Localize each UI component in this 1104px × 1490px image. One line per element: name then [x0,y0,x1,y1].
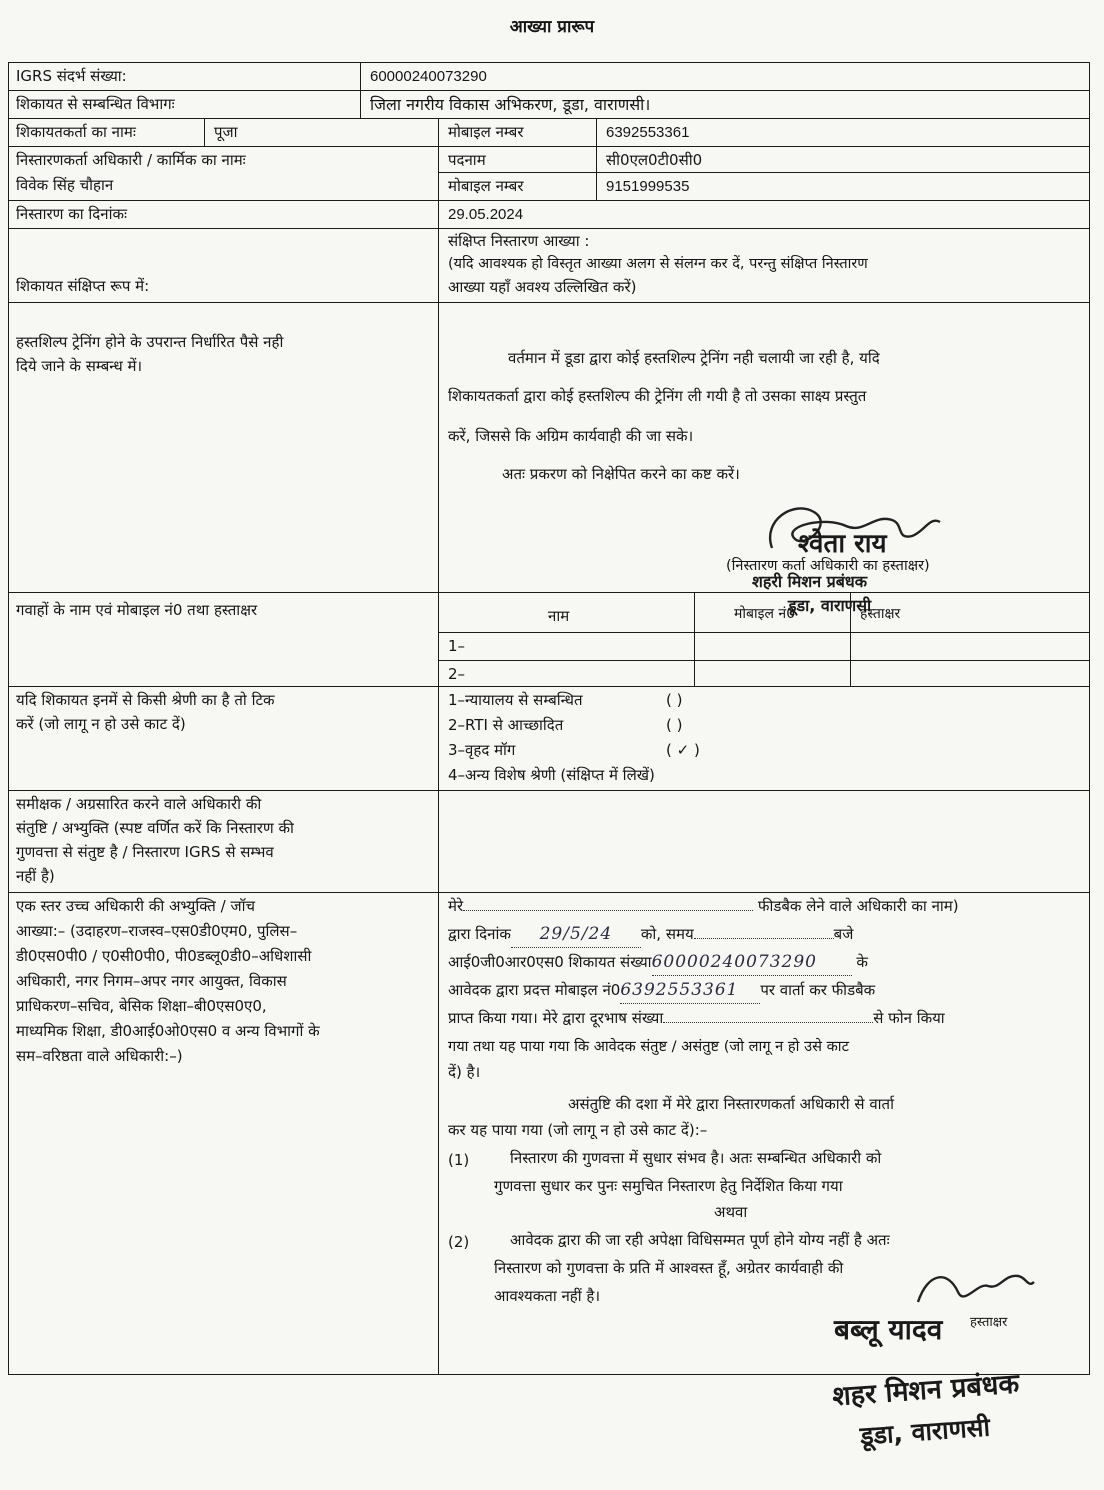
option-2-text-3: आवश्यकता नहीं है। [494,1287,601,1305]
category-option-court: 1–न्यायालय से सम्बन्धित [448,691,583,709]
reviewer-label: संतुष्टि / अभ्युक्ति (स्पष्ट वर्णित करें कि निस्तारण की [16,819,294,837]
report-text-line: वर्तमान में डूडा द्वारा कोई हस्तशिल्प ट्रेनिंग नही चलायी जा रही है, यदि [508,349,880,367]
category-label: यदि शिकायत इनमें से किसी श्रेणी का है तो टिक [16,691,275,709]
witness-row-2: 2– [448,665,466,683]
disposal-date-label: निस्तारण का दिनांकः [16,205,128,223]
disposal-date-value: 29.05.2024 [448,206,524,223]
complainant-label: शिकायतकर्ता का नामः [16,123,136,141]
senior-signature-caption: हस्ताक्षर [970,1315,1008,1330]
feedback-line-2: द्वारा दिनांक 29/5/24 को, समय बजे [448,922,853,948]
complaint-text-line: हस्तशिल्प ट्रेनिंग होने के उपरान्त निर्धारित पैसे नही [16,333,284,351]
rule [8,62,1090,63]
feedback-date-handwritten: 29/5/24 [539,924,613,944]
reviewer-label: गुणवत्ता से संतुष्ट है / निस्तारण IGRS से सम्भव [16,843,274,861]
officer-stamp-place: डूडा, वाराणसी [788,596,872,615]
designation-label: पदनाम [448,151,486,169]
feedback-line-1: मेरे फीडबैक लेने वाले अधिकारी का नाम) [448,897,959,915]
option-2-number: (2) [448,1233,470,1251]
form-title: आख्या प्रारूप [509,17,595,37]
officer-mobile: 9151999535 [606,178,690,195]
witness-label: गवाहों के नाम एवं मोबाइल नं0 तथा हस्ताक्षर [16,601,258,619]
officer-stamp-name: श्वेता राय [798,529,887,559]
option-1-number: (1) [448,1151,470,1169]
rule [8,90,1090,91]
feedback-line-9: कर यह पाया गया (जो लागू न हो उसे काट दें):– [448,1121,708,1139]
feedback-line-8: असंतुष्टि की दशा में मेरे द्वारा निस्तारणकर्ता अधिकारी से वार्ता [568,1095,894,1113]
rule [8,686,1090,687]
category-large-demand-tick: ( ✓ ) [666,741,700,759]
report-summary-heading: संक्षिप्त निस्तारण आख्या : [448,232,590,250]
officer-stamp-title: शहरी मिशन प्रबंधक [752,572,868,591]
rule [8,118,1090,119]
complainant-name: पूजा [214,123,238,141]
report-text-line: करें, जिससे कि अग्रिम कार्यवाही की जा सके। [448,427,694,445]
report-summary-note-2: आख्या यहाँ अवश्य उल्लिखित करें) [448,278,637,296]
report-form-table [8,62,1090,1376]
senior-label: एक स्तर उच्च अधिकारी की अभ्युक्ति / जॉच [16,897,255,915]
senior-stamp-title: शहर मिशन प्रबंधक [831,1368,1021,1413]
report-text-line: अतः प्रकरण को निक्षेपित करने का कष्ट करें। [502,465,740,483]
rule [8,592,1090,593]
designation-value: सी0एल0टी0सी0 [606,151,703,169]
category-option-other: 4–अन्य विशेष श्रेणी (संक्षिप्त में लिखें) [448,766,655,784]
rule [8,892,1090,893]
category-option-large-demand: 3–वृहद मॉग [448,741,516,759]
rule [438,172,1090,173]
feedback-line-4: आवेदक द्वारा प्रदत्त मोबाइल नं06392553361 पर वार्ता कर फीडबैक [448,978,875,1004]
feedback-igrs-handwritten: 60000240073290 [651,952,817,972]
category-court-mark: ( ) [666,691,683,709]
complainant-mobile: 6392553361 [606,124,690,141]
option-1-text-2: गुणवत्ता सुधार कर पुनः समुचित निस्तारण हेतु निर्देशित किया गया [494,1177,843,1195]
senior-label: आख्या:– (उदाहरण–राजस्व–एस0डी0एम0, पुलिस– [16,922,298,940]
officer-label: निस्तारणकर्ता अधिकारी / कार्मिक का नामः [16,151,246,169]
rule [8,146,1090,147]
rule [438,660,1090,661]
complaint-summary-label: शिकायत संक्षिप्त रूप में: [16,277,150,295]
complainant-mobile-label: मोबाइल नम्बर [448,123,524,141]
or-text: अथवा [714,1203,748,1221]
igrs-number: 60000240073290 [370,68,487,85]
category-rti-mark: ( ) [666,716,683,734]
rule [8,200,1090,201]
senior-label: माध्यमिक शिक्षा, डी0आई0ओ0एस0 व अन्य विभागों के [16,1022,320,1040]
senior-label: सम–वरिष्ठता वाले अधिकारी:–) [16,1047,183,1065]
department-label: शिकायत से सम्बन्धित विभागः [16,95,175,113]
feedback-line-6: गया तथा यह पाया गया कि आवेदक संतुष्ट / असंतुष्ट (जो लागू न हो उसे काट [448,1038,849,1055]
department-value: जिला नगरीय विकास अभिकरण, डूडा, वाराणसी। [370,95,651,114]
feedback-mobile-handwritten: 6392553361 [620,980,739,1000]
option-1-text: निस्तारण की गुणवत्ता में सुधार संभव है। अतः सम्बन्धित अधिकारी को [510,1149,882,1167]
report-summary-note: (यदि आवश्यक हो विस्तृत आख्या अलग से संलग्न कर दें, परन्तु संक्षिप्त निस्तारण [448,256,868,272]
rule [1089,62,1090,1375]
option-2-text-2: निस्तारण को गुणवत्ता के प्रति में आश्वस्त हूँ, अग्रेतर कार्यवाही की [494,1259,844,1277]
rule [8,790,1090,791]
rule [8,302,1090,303]
senior-label: प्राधिकरण–सचिव, बेसिक शिक्षा–बी0एस0ए0, [16,997,267,1015]
senior-stamp-place: डूडा, वाराणसी [859,1412,991,1451]
reviewer-label: नहीं है) [16,867,55,885]
category-option-rti: 2–RTI से आच्छादित [448,716,564,734]
witness-col-sign: हस्ताक्षर [860,606,901,622]
officer-mobile-label: मोबाइल नम्बर [448,177,524,195]
feedback-line-7: दें) है। [448,1063,481,1081]
rule [438,632,1090,633]
report-text-line: शिकायतकर्ता द्वारा कोई हस्तशिल्प की ट्रेनिंग ली गयी है तो उसका साक्ष्य प्रस्तुत [448,387,867,405]
officer-name: विवेक सिंह चौहान [16,176,114,194]
rule [694,592,695,686]
witness-row-1: 1– [448,637,466,655]
rule [8,62,9,1375]
senior-stamp-name: बब्लू यादव [834,1313,943,1346]
option-2-text: आवेदक द्वारा की जा रही अपेक्षा विधिसम्मत पूर्ण होने योग्य नहीं है अतः [510,1231,890,1249]
rule [204,118,205,146]
category-label-2: करें (जो लागू न हो उसे काट दें) [16,715,186,733]
reviewer-label: समीक्षक / अग्रसारित करने वाले अधिकारी की [16,795,262,813]
witness-col-mobile: मोबाइल नं0 [734,606,796,622]
rule [596,118,597,200]
rule [438,118,439,1375]
feedback-line-5: प्राप्त किया गया। मेरे द्वारा दूरभाष संख्या से फोन किया [448,1009,945,1027]
complaint-text-line: दिये जाने के सम्बन्ध में। [16,357,143,375]
senior-label: डी0एस0पी0 / ए0सी0पी0, पी0डब्लू0डी0–अधिशासी [16,947,312,965]
witness-col-name: नाम [548,607,570,625]
senior-label: अधिकारी, नगर निगम–अपर नगर आयुक्त, विकास [16,972,287,990]
igrs-label: IGRS संदर्भ संख्या: [16,67,127,85]
feedback-line-3: आई0जी0आर0एस0 शिकायत संख्या60000240073290 के [448,950,868,976]
officer-signature-caption: (निस्तारण कर्ता अधिकारी का हस्ताक्षर) [726,558,930,574]
rule [360,62,361,118]
